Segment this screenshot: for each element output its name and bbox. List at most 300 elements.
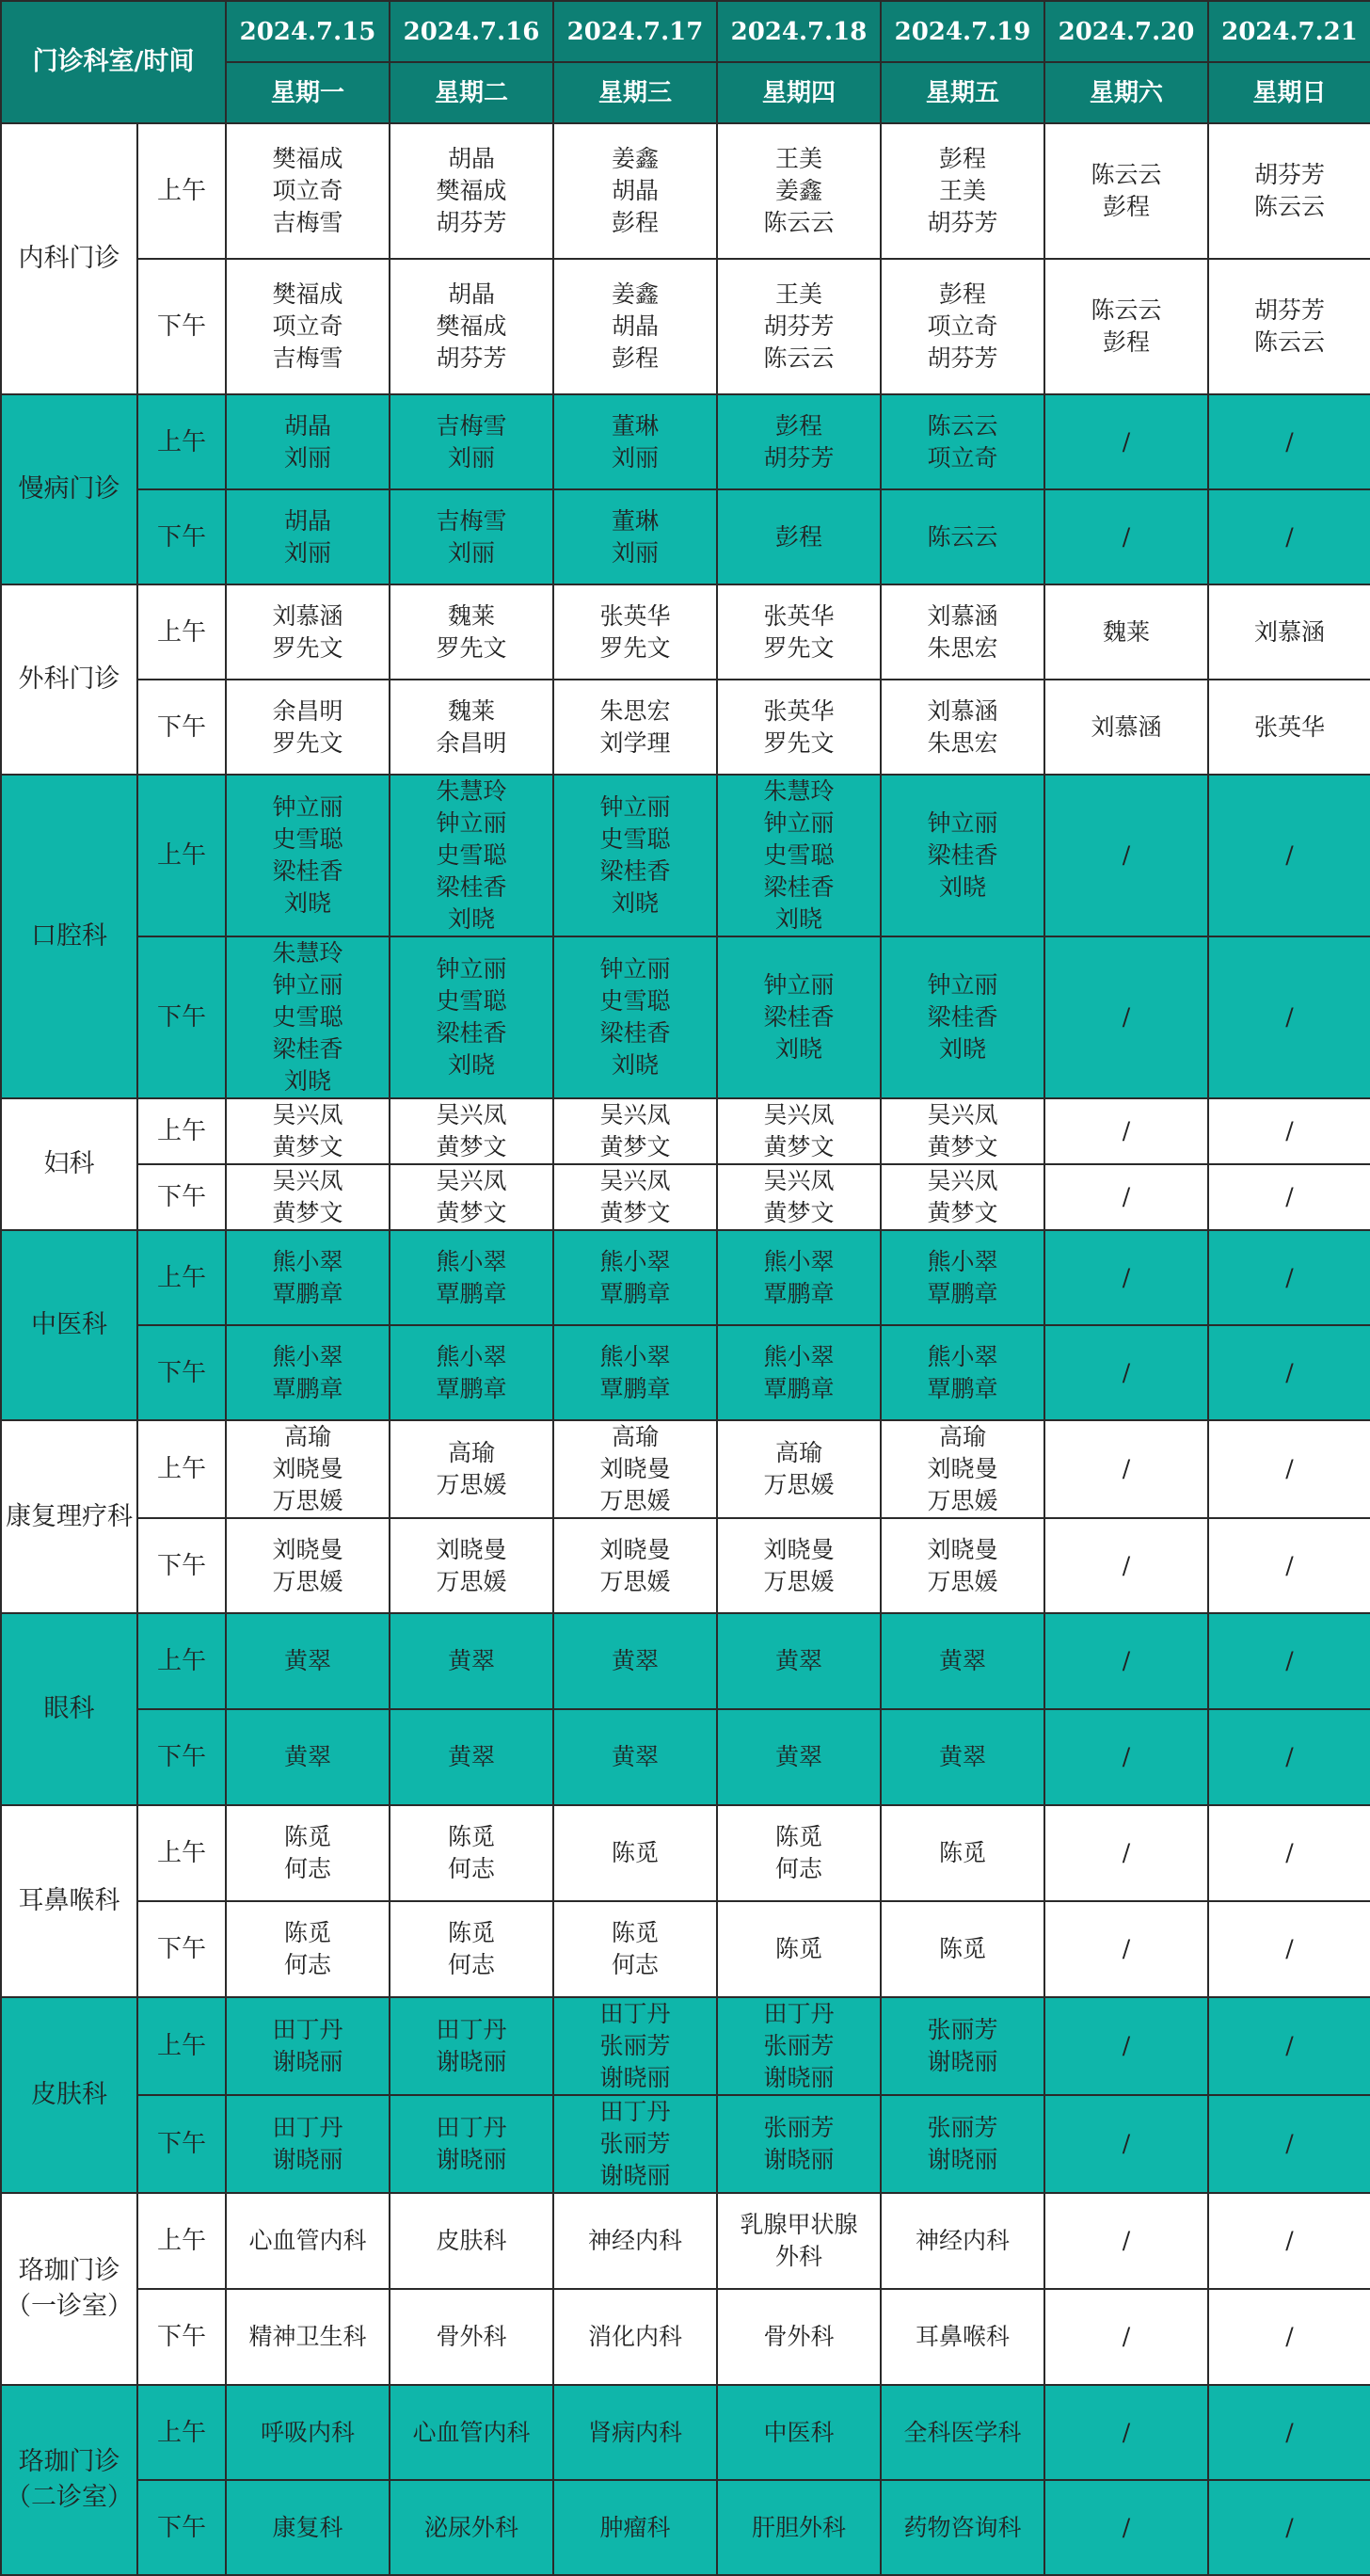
- weekday-header: 星期二: [390, 62, 553, 123]
- doctor-name: 万思媛: [436, 1471, 507, 1498]
- doctor-name: 谢晓丽: [599, 2162, 671, 2189]
- doctor-name: 覃鹏章: [927, 1374, 998, 1402]
- period-label: 上午: [137, 584, 226, 680]
- schedule-cell: [1044, 1518, 1208, 1613]
- schedule-cell: [881, 123, 1044, 259]
- schedule-cell: [1044, 1709, 1208, 1805]
- schedule-cell: [717, 2385, 881, 2480]
- schedule-cell: [1208, 1997, 1370, 2095]
- schedule-cell: [717, 489, 881, 584]
- date-header: 2024.7.16: [390, 1, 553, 62]
- schedule-cell: [1208, 2095, 1370, 2193]
- schedule-cell: [390, 2193, 553, 2289]
- schedule-cell: [1044, 1420, 1208, 1518]
- department-name: [1, 123, 137, 394]
- schedule-cell: [390, 1901, 553, 1997]
- doctor-name: 陈觅: [938, 1839, 986, 1866]
- schedule-cell: [881, 1230, 1044, 1325]
- schedule-cell: [553, 489, 717, 584]
- doctor-name: 钟立丽: [599, 955, 671, 983]
- date-header-row: [1, 1, 1370, 62]
- schedule-cell: [1208, 1230, 1370, 1325]
- department-name-line: 妇科: [43, 1149, 95, 1178]
- department-name-line: （一诊室）: [6, 2292, 133, 2321]
- schedule-cell: [1208, 680, 1370, 775]
- no-clinic-mark: /: [1285, 1455, 1294, 1482]
- doctor-name: 刘晓曼: [927, 1455, 998, 1482]
- schedule-cell: [1208, 1709, 1370, 1805]
- doctor-name: 熊小翠: [927, 1247, 998, 1275]
- doctor-name: 张丽芳: [763, 2032, 835, 2059]
- doctor-name: 史雪聪: [599, 987, 671, 1015]
- doctor-name: 肾病内科: [587, 2418, 682, 2446]
- schedule-cell: [717, 584, 881, 680]
- schedule-cell: [881, 1709, 1044, 1805]
- no-clinic-mark: /: [1122, 2227, 1131, 2254]
- doctor-name: 刘丽: [447, 443, 495, 472]
- schedule-cell: [226, 2289, 390, 2385]
- schedule-cell: [1208, 936, 1370, 1098]
- doctor-name: 熊小翠: [272, 1247, 343, 1275]
- period-label: 下午: [137, 2289, 226, 2385]
- doctor-name: 陈云云: [763, 344, 835, 372]
- no-clinic-mark: /: [1122, 1358, 1131, 1386]
- doctor-name: 万思媛: [436, 1567, 507, 1595]
- doctor-name: 刘晓曼: [436, 1535, 507, 1563]
- doctor-name: 陈觅: [938, 1935, 986, 1962]
- no-clinic-mark: /: [1122, 1003, 1131, 1031]
- doctor-name: 黄翠: [611, 1647, 659, 1674]
- no-clinic-mark: /: [1122, 1551, 1131, 1579]
- doctor-name: 项立奇: [927, 443, 998, 472]
- no-clinic-mark: /: [1285, 1117, 1294, 1144]
- no-clinic-mark: /: [1285, 1263, 1294, 1291]
- schedule-cell: [881, 1901, 1044, 1997]
- schedule-cell: [1044, 1164, 1208, 1230]
- schedule-cell: [390, 394, 553, 489]
- doctor-name: 田丁丹: [272, 2016, 343, 2043]
- doctor-name: 胡晶: [611, 177, 659, 204]
- doctor-name: 陈云云: [1253, 328, 1325, 356]
- doctor-name: 朱慧玲: [272, 939, 343, 967]
- no-clinic-mark: /: [1122, 1263, 1131, 1291]
- schedule-cell: [553, 1997, 717, 2095]
- schedule-cell: [390, 1230, 553, 1325]
- schedule-cell: [1044, 1325, 1208, 1420]
- schedule-row: [1, 2095, 1370, 2193]
- period-label: 下午: [137, 2480, 226, 2575]
- period-label: 下午: [137, 1518, 226, 1613]
- schedule-cell: [1208, 1613, 1370, 1709]
- schedule-cell: [1208, 1325, 1370, 1420]
- doctor-name: 陈觅: [611, 1839, 659, 1866]
- no-clinic-mark: /: [1122, 2130, 1131, 2157]
- schedule-cell: [1208, 775, 1370, 936]
- doctor-name: 刘慕涵: [927, 696, 998, 725]
- schedule-cell: [553, 2385, 717, 2480]
- doctor-name: 罗先文: [272, 633, 343, 662]
- doctor-name: 梁桂香: [436, 873, 507, 901]
- doctor-name: 皮肤科: [436, 2227, 507, 2254]
- no-clinic-mark: /: [1285, 1183, 1294, 1210]
- schedule-cell: [1208, 1805, 1370, 1901]
- doctor-name: 罗先文: [763, 728, 835, 757]
- doctor-name: 胡晶: [283, 411, 331, 440]
- no-clinic-mark: /: [1122, 841, 1131, 869]
- schedule-cell: [390, 1997, 553, 2095]
- schedule-cell: [1208, 489, 1370, 584]
- doctor-name: 万思媛: [272, 1487, 343, 1514]
- doctor-name: 项立奇: [927, 312, 998, 340]
- schedule-row: [1, 123, 1370, 259]
- doctor-name: 胡晶: [447, 145, 495, 172]
- schedule-cell: [226, 1709, 390, 1805]
- schedule-cell: [717, 1613, 881, 1709]
- doctor-name: 胡芬芳: [436, 209, 507, 236]
- department-name-line: 中医科: [31, 1310, 107, 1339]
- schedule-cell: [1044, 936, 1208, 1098]
- schedule-row: [1, 259, 1370, 394]
- department-name: [1, 2193, 137, 2385]
- doctor-name: 吴兴凤: [272, 1167, 343, 1194]
- schedule-cell: [881, 680, 1044, 775]
- doctor-name: 黄翠: [774, 1743, 822, 1770]
- schedule-cell: [1208, 123, 1370, 259]
- weekday-header: 星期四: [717, 62, 881, 123]
- schedule-cell: [553, 2289, 717, 2385]
- period-label: 上午: [137, 2193, 226, 2289]
- schedule-cell: [390, 2289, 553, 2385]
- schedule-cell: [390, 1709, 553, 1805]
- schedule-cell: [881, 1164, 1044, 1230]
- period-label: 上午: [137, 1613, 226, 1709]
- doctor-name: 张英华: [763, 696, 835, 725]
- schedule-cell: [553, 1420, 717, 1518]
- doctor-name: 万思媛: [599, 1487, 671, 1514]
- doctor-name: 张丽芳: [927, 2114, 998, 2141]
- schedule-cell: [390, 1325, 553, 1420]
- schedule-cell: [553, 1901, 717, 1997]
- doctor-name: 何志: [611, 1951, 659, 1978]
- weekday-header: 星期三: [553, 62, 717, 123]
- schedule-cell: [1208, 1098, 1370, 1164]
- schedule-cell: [390, 936, 553, 1098]
- doctor-name: 钟立丽: [763, 971, 835, 999]
- schedule-cell: [1208, 2480, 1370, 2575]
- doctor-name: 田丁丹: [436, 2114, 507, 2141]
- doctor-name: 骨外科: [436, 2323, 507, 2350]
- doctor-name: 朱慧玲: [763, 777, 835, 805]
- doctor-name: 朱思宏: [927, 728, 998, 757]
- schedule-cell: [553, 1098, 717, 1164]
- doctor-name: 谢晓丽: [763, 2146, 835, 2173]
- doctor-name: 黄梦文: [599, 1133, 671, 1160]
- doctor-name: 熊小翠: [272, 1342, 343, 1370]
- doctor-name: 刘晓: [774, 905, 822, 933]
- doctor-name: 刘慕涵: [1091, 712, 1162, 741]
- doctor-name: 朱思宏: [927, 633, 998, 662]
- doctor-name: 史雪聪: [272, 825, 343, 853]
- period-label: 下午: [137, 1325, 226, 1420]
- doctor-name: 彭程: [938, 280, 986, 308]
- doctor-name: 彭程: [611, 344, 659, 372]
- doctor-name: 董琳: [611, 506, 659, 535]
- weekday-header: 星期六: [1044, 62, 1208, 123]
- no-clinic-mark: /: [1285, 841, 1294, 869]
- schedule-row: [1, 2480, 1370, 2575]
- doctor-name: 余昌明: [272, 696, 343, 725]
- period-label: 下午: [137, 936, 226, 1098]
- schedule-cell: [226, 1098, 390, 1164]
- doctor-name: 覃鹏章: [599, 1279, 671, 1307]
- department-name-line: 珞珈门诊: [18, 2447, 120, 2476]
- doctor-name: 吉梅雪: [272, 209, 343, 236]
- schedule-cell: [226, 259, 390, 394]
- schedule-row: [1, 1420, 1370, 1518]
- doctor-name: 谢晓丽: [436, 2048, 507, 2075]
- doctor-name: 钟立丽: [436, 955, 507, 983]
- doctor-name: 钟立丽: [272, 793, 343, 821]
- schedule-row: [1, 775, 1370, 936]
- doctor-name: 陈觅: [447, 1823, 495, 1850]
- department-name-line: 慢病门诊: [18, 474, 120, 504]
- doctor-name: 陈觅: [611, 1919, 659, 1946]
- schedule-cell: [881, 1325, 1044, 1420]
- schedule-cell: [390, 775, 553, 936]
- schedule-cell: [881, 584, 1044, 680]
- no-clinic-mark: /: [1122, 1839, 1131, 1866]
- doctor-name: 梁桂香: [927, 841, 998, 869]
- doctor-name: 罗先文: [599, 633, 671, 662]
- doctor-name: 肝胆外科: [751, 2513, 846, 2541]
- doctor-name: 泌尿外科: [423, 2513, 518, 2541]
- doctor-name: 刘丽: [611, 538, 659, 567]
- period-label: 下午: [137, 259, 226, 394]
- doctor-name: 田丁丹: [599, 2000, 671, 2027]
- schedule-cell: [553, 1325, 717, 1420]
- doctor-name: 万思媛: [927, 1567, 998, 1595]
- period-label: 下午: [137, 489, 226, 584]
- schedule-cell: [1044, 2385, 1208, 2480]
- schedule-cell: [553, 1805, 717, 1901]
- doctor-name: 刘丽: [283, 443, 331, 472]
- doctor-name: 黄梦文: [927, 1199, 998, 1226]
- doctor-name: 刘晓: [774, 1035, 822, 1063]
- doctor-name: 钟立丽: [272, 971, 343, 999]
- weekday-header: 星期一: [226, 62, 390, 123]
- period-label: 上午: [137, 1805, 226, 1901]
- doctor-name: 陈觅: [774, 1823, 822, 1850]
- schedule-cell: [881, 259, 1044, 394]
- schedule-cell: [881, 936, 1044, 1098]
- schedule-cell: [1208, 2289, 1370, 2385]
- doctor-name: 田丁丹: [763, 2000, 835, 2027]
- doctor-name: 梁桂香: [272, 1035, 343, 1063]
- doctor-name: 刘晓: [447, 1051, 495, 1079]
- doctor-name: 胡芬芳: [927, 209, 998, 236]
- period-label: 下午: [137, 1901, 226, 1997]
- period-label: 下午: [137, 2095, 226, 2193]
- schedule-cell: [1044, 2289, 1208, 2385]
- doctor-name: 刘丽: [447, 538, 495, 567]
- department-name-line: 外科门诊: [18, 664, 120, 694]
- schedule-cell: [717, 1709, 881, 1805]
- department-name-line: 眼科: [43, 1694, 95, 1723]
- schedule-cell: [553, 2480, 717, 2575]
- doctor-name: 黄梦文: [436, 1133, 507, 1160]
- doctor-name: 高瑜: [938, 1423, 986, 1450]
- schedule-cell: [553, 1164, 717, 1230]
- schedule-cell: [717, 680, 881, 775]
- schedule-cell: [1208, 1164, 1370, 1230]
- schedule-cell: [881, 1098, 1044, 1164]
- schedule-cell: [226, 584, 390, 680]
- doctor-name: 黄梦文: [599, 1199, 671, 1226]
- no-clinic-mark: /: [1122, 1117, 1131, 1144]
- doctor-name: 姜鑫: [611, 145, 659, 172]
- no-clinic-mark: /: [1122, 1455, 1131, 1482]
- date-header: 2024.7.19: [881, 1, 1044, 62]
- weekday-header: 星期五: [881, 62, 1044, 123]
- doctor-name: 胡芬芳: [436, 344, 507, 372]
- doctor-name: 胡芬芳: [763, 443, 835, 472]
- schedule-row: [1, 1098, 1370, 1164]
- doctor-name: 刘丽: [611, 443, 659, 472]
- schedule-cell: [1044, 2193, 1208, 2289]
- no-clinic-mark: /: [1122, 522, 1131, 551]
- doctor-name: 谢晓丽: [599, 2064, 671, 2091]
- period-label: 上午: [137, 1997, 226, 2095]
- schedule-cell: [1208, 1420, 1370, 1518]
- doctor-name: 吴兴凤: [272, 1101, 343, 1128]
- period-label: 上午: [137, 1420, 226, 1518]
- doctor-name: 彭程: [611, 209, 659, 236]
- doctor-name: 吴兴凤: [599, 1101, 671, 1128]
- schedule-row: [1, 1997, 1370, 2095]
- schedule-cell: [1044, 2095, 1208, 2193]
- doctor-name: 张英华: [599, 601, 671, 630]
- date-header: 2024.7.17: [553, 1, 717, 62]
- doctor-name: 余昌明: [436, 728, 507, 757]
- doctor-name: 熊小翠: [763, 1247, 835, 1275]
- doctor-name: 张丽芳: [599, 2032, 671, 2059]
- doctor-name: 王美: [774, 145, 822, 172]
- schedule-cell: [1208, 259, 1370, 394]
- doctor-name: 吴兴凤: [763, 1167, 835, 1194]
- doctor-name: 黄翠: [611, 1743, 659, 1770]
- schedule-cell: [390, 1805, 553, 1901]
- schedule-cell: [390, 1420, 553, 1518]
- no-clinic-mark: /: [1285, 1743, 1294, 1770]
- doctor-name: 刘晓: [447, 905, 495, 933]
- doctor-name: 刘晓曼: [927, 1535, 998, 1563]
- doctor-name: 谢晓丽: [927, 2048, 998, 2075]
- schedule-cell: [390, 1098, 553, 1164]
- doctor-name: 乳腺甲状腺: [740, 2211, 858, 2238]
- doctor-name: 彭程: [1102, 193, 1150, 220]
- no-clinic-mark: /: [1122, 2032, 1131, 2059]
- schedule-cell: [553, 936, 717, 1098]
- schedule-cell: [390, 2480, 553, 2575]
- doctor-name: 高瑜: [447, 1439, 495, 1466]
- department-name: [1, 1420, 137, 1613]
- doctor-name: 陈云云: [1091, 161, 1162, 188]
- doctor-name: 梁桂香: [599, 857, 671, 885]
- schedule-row: [1, 1613, 1370, 1709]
- doctor-name: 樊福成: [436, 312, 507, 340]
- period-label: 上午: [137, 775, 226, 936]
- doctor-name: 史雪聪: [599, 825, 671, 853]
- schedule-cell: [553, 2095, 717, 2193]
- schedule-cell: [553, 1518, 717, 1613]
- schedule-cell: [553, 1709, 717, 1805]
- schedule-cell: [717, 2480, 881, 2575]
- weekday-header: 星期日: [1208, 62, 1370, 123]
- no-clinic-mark: /: [1285, 1003, 1294, 1031]
- schedule-cell: [1044, 1805, 1208, 1901]
- doctor-name: 覃鹏章: [599, 1374, 671, 1402]
- doctor-name: 史雪聪: [763, 841, 835, 869]
- department-name: [1, 775, 137, 1098]
- doctor-name: 魏莱: [447, 601, 495, 630]
- doctor-name: 胡晶: [611, 312, 659, 340]
- schedule-cell: [717, 1420, 881, 1518]
- schedule-row: [1, 584, 1370, 680]
- doctor-name: 陈觅: [774, 1935, 822, 1962]
- schedule-row: [1, 2385, 1370, 2480]
- doctor-name: 史雪聪: [436, 987, 507, 1015]
- schedule-cell: [226, 680, 390, 775]
- schedule-cell: [881, 2385, 1044, 2480]
- doctor-name: 陈觅: [283, 1919, 331, 1946]
- doctor-name: 黄梦文: [927, 1133, 998, 1160]
- schedule-cell: [717, 2289, 881, 2385]
- doctor-name: 吉梅雪: [436, 506, 507, 535]
- doctor-name: 覃鹏章: [272, 1279, 343, 1307]
- schedule-cell: [717, 1997, 881, 2095]
- schedule-cell: [226, 1230, 390, 1325]
- schedule-cell: [553, 1613, 717, 1709]
- no-clinic-mark: /: [1122, 2323, 1131, 2350]
- doctor-name: 陈觅: [283, 1823, 331, 1850]
- doctor-name: 康复科: [272, 2513, 343, 2541]
- schedule-cell: [881, 2480, 1044, 2575]
- doctor-name: 高瑜: [283, 1423, 331, 1450]
- doctor-name: 黄梦文: [436, 1199, 507, 1226]
- schedule-cell: [1044, 584, 1208, 680]
- schedule-cell: [1044, 123, 1208, 259]
- schedule-cell: [717, 1325, 881, 1420]
- department-name: [1, 1098, 137, 1230]
- schedule-cell: [553, 1230, 717, 1325]
- doctor-name: 药物咨询科: [903, 2513, 1022, 2541]
- doctor-name: 罗先文: [436, 633, 507, 662]
- doctor-name: 梁桂香: [763, 1003, 835, 1031]
- doctor-name: 樊福成: [272, 280, 343, 308]
- schedule-cell: [1208, 2385, 1370, 2480]
- schedule-cell: [226, 775, 390, 936]
- schedule-row: [1, 394, 1370, 489]
- schedule-cell: [226, 1997, 390, 2095]
- doctor-name: 覃鹏章: [436, 1374, 507, 1402]
- schedule-cell: [717, 1518, 881, 1613]
- doctor-name: 消化内科: [587, 2323, 682, 2350]
- doctor-name: 万思媛: [763, 1471, 835, 1498]
- doctor-name: 钟立丽: [927, 971, 998, 999]
- date-header: 2024.7.21: [1208, 1, 1370, 62]
- doctor-name: 魏莱: [447, 696, 495, 725]
- no-clinic-mark: /: [1122, 1743, 1131, 1770]
